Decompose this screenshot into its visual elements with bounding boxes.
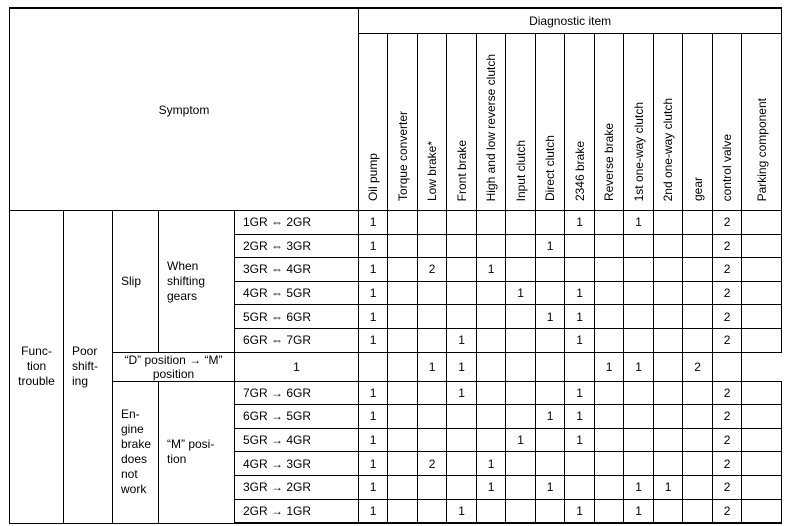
data-cell: 2 [713,328,742,352]
data-cell [388,328,418,352]
data-cell: 2 [418,258,447,282]
data-cell [624,258,654,282]
data-cell [683,328,713,352]
data-cell [388,258,418,282]
row-label: 6GR ⇔ 7GR [235,328,359,352]
data-cell [742,258,782,282]
column-header [742,34,782,211]
data-cell [506,211,536,235]
data-cell [418,281,447,305]
data-cell [447,452,477,476]
data-cell: 1 [359,381,388,405]
row-label: 1GR ⇔ 2GR [235,211,359,235]
data-cell [565,352,595,381]
row-label: 5GR → 4GR [235,428,359,452]
data-cell: 2 [713,281,742,305]
data-cell: 1 [624,475,654,499]
data-cell [447,305,477,329]
column-header [595,34,624,211]
data-cell: 1 [359,452,388,476]
data-cell [388,352,418,381]
data-cell: 1 [477,258,506,282]
data-cell [654,405,683,429]
column-header [418,34,447,211]
data-cell [742,475,782,499]
data-cell [595,381,624,405]
column-header [654,34,683,211]
data-cell: 1 [447,381,477,405]
data-cell [683,475,713,499]
data-cell [683,281,713,305]
data-cell: 1 [536,305,565,329]
data-cell: 2 [713,381,742,405]
data-cell [683,305,713,329]
data-cell [418,428,447,452]
data-cell: 1 [565,281,595,305]
row-label: “D” position → “M” position [113,352,235,381]
data-cell [477,211,506,235]
data-cell [506,475,536,499]
data-cell [506,352,536,381]
data-cell [565,258,595,282]
data-cell: 1 [359,499,388,523]
data-cell [506,305,536,329]
data-cell [683,211,713,235]
data-cell: 1 [359,405,388,429]
data-cell [388,499,418,523]
data-cell [742,328,782,352]
symptom-header: Symptom [10,8,359,211]
data-cell: 1 [595,352,624,381]
poor-shifting-label: Poor shift- ing [64,211,113,524]
data-cell [565,475,595,499]
data-cell [536,281,565,305]
data-cell: 1 [359,211,388,235]
data-cell [536,381,565,405]
column-header-label: gear [690,176,705,201]
diagnostic-table [9,7,782,524]
data-cell [388,305,418,329]
data-cell [536,211,565,235]
data-cell [447,475,477,499]
row-label: 5GR ⇔ 6GR [235,305,359,329]
data-cell [447,428,477,452]
row-label: 2GR ⇔ 3GR [235,234,359,258]
data-cell [388,211,418,235]
row-label: 4GR ⇔ 5GR [235,281,359,305]
data-cell [418,211,447,235]
data-cell [418,234,447,258]
data-cell [477,428,506,452]
data-cell: 1 [565,305,595,329]
data-cell: 2 [713,475,742,499]
data-cell [624,305,654,329]
data-cell [418,405,447,429]
data-cell: 1 [477,452,506,476]
data-cell [595,452,624,476]
data-cell [477,352,506,381]
data-cell [624,328,654,352]
data-cell: 2 [713,452,742,476]
data-cell [742,452,782,476]
data-cell [506,258,536,282]
data-cell [742,428,782,452]
function-trouble-label: Func- tion trouble [10,211,64,524]
column-header-label: 1st one-way clutch [631,101,646,201]
data-cell [477,499,506,523]
data-cell [595,211,624,235]
data-cell [506,405,536,429]
data-cell [624,405,654,429]
column-header-label: Direct clutch [543,134,558,201]
table-row [10,352,782,381]
data-cell [595,475,624,499]
data-cell [536,328,565,352]
data-cell: 1 [565,499,595,523]
column-header-label: control valve [720,133,735,201]
data-cell [388,405,418,429]
data-cell: 1 [536,234,565,258]
data-cell: 1 [624,211,654,235]
data-cell [565,234,595,258]
column-header-label: 2nd one-way clutch [661,97,676,201]
data-cell [447,281,477,305]
data-cell: 1 [359,475,388,499]
diagnostic-item-header: Diagnostic item [359,8,782,34]
data-cell [447,234,477,258]
data-cell [654,211,683,235]
table-row [10,381,782,405]
data-cell [742,281,782,305]
column-header-label: Oil pump [366,152,381,201]
data-cell: 1 [418,352,447,381]
data-cell [742,305,782,329]
data-cell [388,234,418,258]
data-cell: 1 [565,328,595,352]
data-cell [477,405,506,429]
column-header-label: Front brake [454,139,469,201]
when-shifting-label: When shifting gears [159,211,235,353]
data-cell: 1 [359,428,388,452]
data-cell [447,258,477,282]
data-cell [683,381,713,405]
column-header-label: High and low reverse clutch [484,53,499,201]
data-cell: 1 [506,428,536,452]
data-cell [654,281,683,305]
data-cell: 2 [713,305,742,329]
data-cell: 1 [447,499,477,523]
data-cell [565,452,595,476]
column-header [447,34,477,211]
data-cell: 1 [359,234,388,258]
data-cell [713,352,742,381]
data-cell [595,499,624,523]
data-cell [418,305,447,329]
data-cell: 1 [536,405,565,429]
data-cell [654,352,683,381]
table-row [10,211,782,235]
data-cell [447,405,477,429]
data-cell [654,258,683,282]
data-cell [742,499,782,523]
column-header-label: Parking component [754,97,769,201]
data-cell [595,328,624,352]
column-header [359,34,388,211]
data-cell: 1 [447,328,477,352]
data-cell [624,452,654,476]
data-cell: 2 [713,428,742,452]
row-label: 3GR → 2GR [235,475,359,499]
column-header [477,34,506,211]
data-cell: 1 [447,352,477,381]
data-cell [624,281,654,305]
data-cell: 1 [536,475,565,499]
column-header-label: Input clutch [513,139,528,201]
data-cell: 1 [565,211,595,235]
data-cell [654,428,683,452]
data-cell [536,352,565,381]
row-label: 7GR → 6GR [235,381,359,405]
data-cell: 2 [713,405,742,429]
data-cell: 1 [506,281,536,305]
data-cell: 2 [713,211,742,235]
data-cell: 2 [713,258,742,282]
data-cell [683,428,713,452]
data-cell: 1 [359,281,388,305]
data-cell: 1 [359,258,388,282]
data-cell [447,211,477,235]
data-cell: 2 [713,234,742,258]
column-header-label: 2346 brake [572,140,587,201]
data-cell [506,234,536,258]
data-cell [536,452,565,476]
data-cell [477,281,506,305]
data-cell [477,381,506,405]
data-cell: 2 [713,499,742,523]
column-header [388,34,418,211]
data-cell [624,234,654,258]
column-header [713,34,742,211]
data-cell [624,428,654,452]
data-cell [418,475,447,499]
data-cell [595,258,624,282]
data-cell [742,381,782,405]
column-header [565,34,595,211]
data-cell [536,499,565,523]
data-cell [595,281,624,305]
column-header [536,34,565,211]
data-cell [506,499,536,523]
data-cell [683,405,713,429]
data-cell [536,258,565,282]
row-label: 6GR → 5GR [235,405,359,429]
data-cell [388,475,418,499]
data-cell [418,499,447,523]
data-cell [595,305,624,329]
data-cell [683,258,713,282]
data-cell: 1 [624,352,654,381]
data-cell: 1 [624,499,654,523]
slip-label: Slip [113,211,159,353]
data-cell [683,452,713,476]
data-cell [388,381,418,405]
data-cell [359,352,388,381]
column-header-label: Low brake* [425,140,440,201]
data-cell [418,381,447,405]
m-position-label: “M” posi- tion [159,381,235,523]
data-cell [506,452,536,476]
data-cell: 1 [654,475,683,499]
data-cell: 1 [565,428,595,452]
data-cell [418,328,447,352]
data-cell [654,234,683,258]
column-header [506,34,536,211]
data-cell [683,234,713,258]
data-cell [654,499,683,523]
data-cell: 1 [477,475,506,499]
column-header [683,34,713,211]
data-cell: 1 [235,352,359,381]
data-cell: 1 [565,405,595,429]
data-cell [742,234,782,258]
data-cell: 1 [359,328,388,352]
data-cell: 2 [683,352,713,381]
data-cell [506,328,536,352]
data-cell [388,452,418,476]
data-cell [654,452,683,476]
data-cell [654,305,683,329]
data-cell [388,281,418,305]
data-cell [477,305,506,329]
column-header-label: Reverse brake [602,122,617,201]
engine-brake-label: En- gine brake does not work [113,381,159,523]
data-cell: 1 [565,381,595,405]
column-header-label: Torque converter [395,110,410,201]
row-label: 3GR ⇔ 4GR [235,258,359,282]
data-cell [595,234,624,258]
data-cell [595,428,624,452]
data-cell [742,211,782,235]
data-cell [536,428,565,452]
data-cell [654,381,683,405]
data-cell [742,405,782,429]
data-cell: 1 [359,305,388,329]
data-cell [506,381,536,405]
data-cell [683,499,713,523]
data-cell [477,234,506,258]
data-cell [624,381,654,405]
row-label: 2GR → 1GR [235,499,359,523]
column-header [624,34,654,211]
data-cell [595,405,624,429]
data-cell: 2 [418,452,447,476]
data-cell [388,428,418,452]
data-cell [477,328,506,352]
row-label: 4GR → 3GR [235,452,359,476]
data-cell [654,328,683,352]
